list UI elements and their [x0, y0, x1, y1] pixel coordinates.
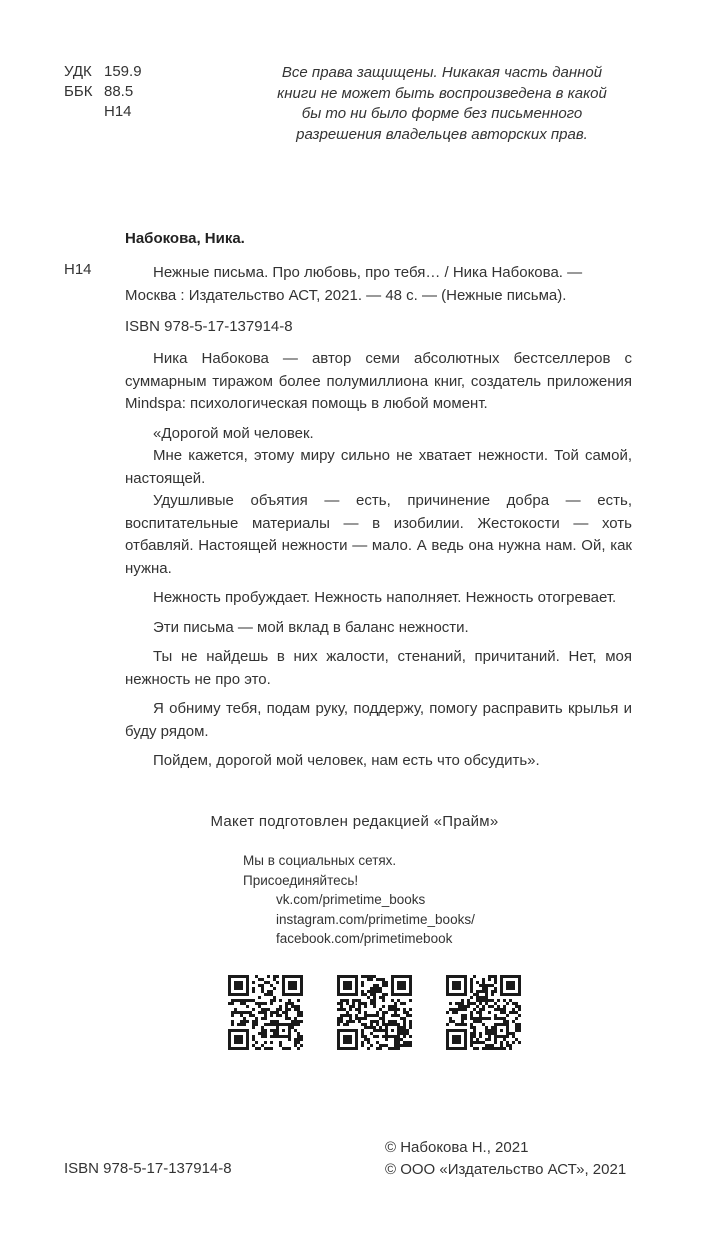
annotation-paragraph: Удушливые объятия — есть, причинение добра — есть, воспитательные материалы — в изобилии. Жестокости — хоть отбавляй. Настоящей нежности — мало. А ведь она нужна нам. Ой, как нужна. — [125, 492, 632, 577]
social-subheading: Присоединяйтесь! — [243, 872, 359, 888]
copyright-author: © Набокова Н., 2021 — [385, 1139, 529, 1156]
udk-label: УДК — [64, 63, 92, 80]
catalog-isbn: ISBN 978-5-17-137914-8 — [125, 318, 293, 335]
udk-value: 159.9 — [104, 63, 142, 80]
social-heading: Мы в социальных сетях. — [243, 853, 397, 868]
annotation-paragraph: Эти письма — мой вклад в баланс нежности. — [153, 618, 469, 636]
facebook-qr-code — [446, 975, 521, 1050]
catalog-entry-line1: Нежные письма. Про любовь, про тебя… / Ника Набокова. — — [153, 264, 583, 281]
rights-line: бы то ни было форме без письменного — [301, 105, 583, 122]
classification-block — [64, 62, 142, 122]
layout-credit: Макет подготовлен редакцией «Прайм» — [210, 813, 499, 830]
vk-link[interactable]: vk.com/primetime_books — [276, 892, 426, 907]
instagram-link[interactable]: instagram.com/primetime_books/ — [276, 911, 475, 927]
annotation-paragraph: Пойдем, дорогой мой человек, нам есть что обсудить». — [153, 752, 540, 769]
copyright-block — [385, 1137, 626, 1181]
rights-line: книги не может быть воспроизведена в какой — [277, 84, 607, 102]
catalog-author: Набокова, Ника. — [125, 230, 245, 247]
annotation-paragraph: Нежность пробуждает. Нежность наполняет. Нежность отогревает. — [153, 589, 617, 606]
catalog-mark: Н14 — [64, 261, 92, 278]
bbk-label: ББК — [64, 83, 93, 100]
rights-line: Все права защищены. Никакая часть данной — [281, 64, 603, 81]
instagram-qr-code — [337, 975, 412, 1050]
rights-notice — [252, 63, 632, 145]
footer-isbn: ISBN 978-5-17-137914-8 — [64, 1160, 232, 1177]
vk-qr-code — [228, 975, 303, 1050]
rights-line: разрешения владельцев авторских прав. — [296, 125, 588, 143]
catalog-entry — [125, 261, 632, 307]
annotation-paragraph: Я обниму тебя, подам руку, поддержу, помогу расправить крылья и буду рядом. — [125, 700, 632, 740]
annotation-paragraph: Ника Набокова — автор семи абсолютных бестселлеров с суммарным тиражом более полумиллиона книг, создатель приложения Mindspa: психологическая помощь в любой момент. — [125, 350, 632, 412]
facebook-link[interactable]: facebook.com/primetimebook — [276, 931, 453, 946]
copyright-publisher: © ООО «Издательство АСТ», 2021 — [385, 1161, 627, 1178]
annotation-paragraph: Мне кажется, этому миру сильно не хватает нежности. Той самой, настоящей. — [125, 447, 632, 487]
annotation-paragraph: Ты не найдешь в них жалости, стенаний, причитаний. Нет, моя нежность не про это. — [125, 648, 632, 688]
annotation — [125, 348, 632, 773]
catalog-entry-line2: Москва : Издательство АСТ, 2021. — 48 с. — (Нежные письма). — [125, 287, 567, 304]
author-mark: Н14 — [104, 103, 132, 120]
social-block — [243, 851, 475, 949]
bbk-value: 88.5 — [104, 83, 134, 100]
annotation-paragraph: «Дорогой мой человек. — [153, 424, 314, 442]
